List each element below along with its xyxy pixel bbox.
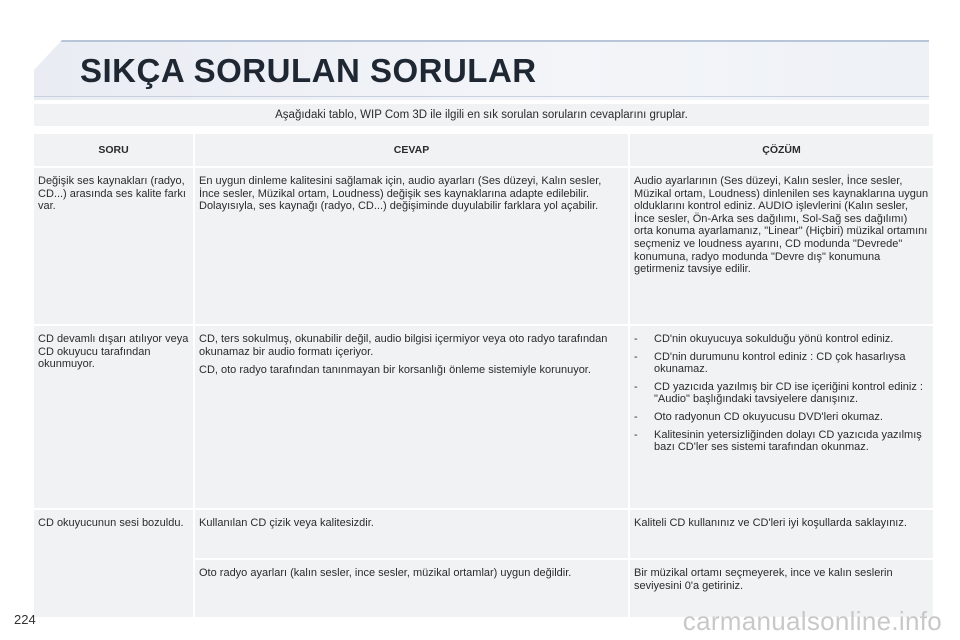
row2-question: CD devamlı dışarı atılıyor veya CD okuyucu tarafından okunmuyor. xyxy=(34,326,193,508)
row3-solution-b: Bir müzikal ortamı seçmeyerek, ince ve kalın seslerin seviyesini 0'a getiriniz. xyxy=(630,560,933,617)
row2-answer xyxy=(195,326,628,508)
list-item: - CD'nin okuyucuya sokulduğu yönü kontrol ediniz. xyxy=(634,333,929,346)
row2-solution-list xyxy=(634,333,929,454)
row3-solution-a: Kaliteli CD kullanınız ve CD'leri iyi koşullarda saklayınız. xyxy=(630,510,933,558)
watermark: carmanualsonline.info xyxy=(682,606,942,636)
faq-table xyxy=(34,134,929,609)
list-item: - Oto radyonun CD okuyucusu DVD'leri okumaz. xyxy=(634,411,929,424)
row2-answer-paragraph-2: CD, oto radyo tarafından tanınmayan bir korsanlığı önleme sistemiyle korunuyor. xyxy=(199,364,591,377)
page-number: 224 xyxy=(14,612,36,627)
row1-solution: Audio ayarlarının (Ses düzeyi, Kalın sesler, İnce sesler, Müzikal ortam, Loudness) dinlenilen ses kaynaklarına uygun olduklarını kontrol ediniz. AUDIO işlevlerini (Kalın sesler, İnce sesler, Ön-Arka ses dağılımı, Sol-Sağ ses dağılımı) orta konuma ayarlamanız, "Linear" (Hiçbiri) müzikal ortamını seçmeniz ve loudness ayarını, CD modunda "Devrede" konumuna, radyo modunda "Devre dış" konumuna getirmeniz tavsiye edilir. xyxy=(630,168,933,324)
title-divider xyxy=(34,96,929,97)
row3-answer-a: Kullanılan CD çizik veya kalitesizdir. xyxy=(195,510,628,558)
header-cozum: ÇÖZÜM xyxy=(630,134,933,166)
page-title: SIKÇA SORULAN SORULAR xyxy=(80,52,537,89)
header-soru: SORU xyxy=(34,134,193,166)
list-item: - CD yazıcıda yazılmış bir CD ise içeriğini kontrol ediniz : "Audio" başlığındaki tavsiyelere danışınız. xyxy=(634,381,929,406)
row2-solution xyxy=(630,326,933,508)
row2-answer-paragraph-1: CD, ters sokulmuş, okunabilir değil, audio bilgisi içermiyor veya oto radyo tarafından okunamaz bir audio formatı içeriyor. xyxy=(199,333,608,358)
row1-question: Değişik ses kaynakları (radyo, CD...) arasında ses kalite farkı var. xyxy=(34,168,193,324)
row3-answer-b: Oto radyo ayarları (kalın sesler, ince sesler, müzikal ortamlar) uygun değildir. xyxy=(195,560,628,617)
row1-answer: En uygun dinleme kalitesini sağlamak için, audio ayarları (Ses düzeyi, Kalın sesler, İnce sesler, Müzikal ortam, Loudness) değişik ses kaynaklarına adapte edilebilir. Dolayısıyla, ses kaynağı (radyo, CD...) değişiminde duyulabilir farklara yol açabilir. xyxy=(195,168,628,324)
header-cevap: CEVAP xyxy=(195,134,628,166)
list-item: - Kalitesinin yetersizliğinden dolayı CD yazıcıda yazılmış bazı CD'ler ses sistemi tarafından okunmaz. xyxy=(634,429,929,454)
intro-text: Aşağıdaki tablo, WIP Com 3D ile ilgili en sık sorulan soruların cevaplarını gruplar. xyxy=(34,104,929,126)
list-item: - CD'nin durumunu kontrol ediniz : CD çok hasarlıysa okunamaz. xyxy=(634,351,929,376)
row3-question: CD okuyucunun sesi bozuldu. xyxy=(34,510,193,617)
